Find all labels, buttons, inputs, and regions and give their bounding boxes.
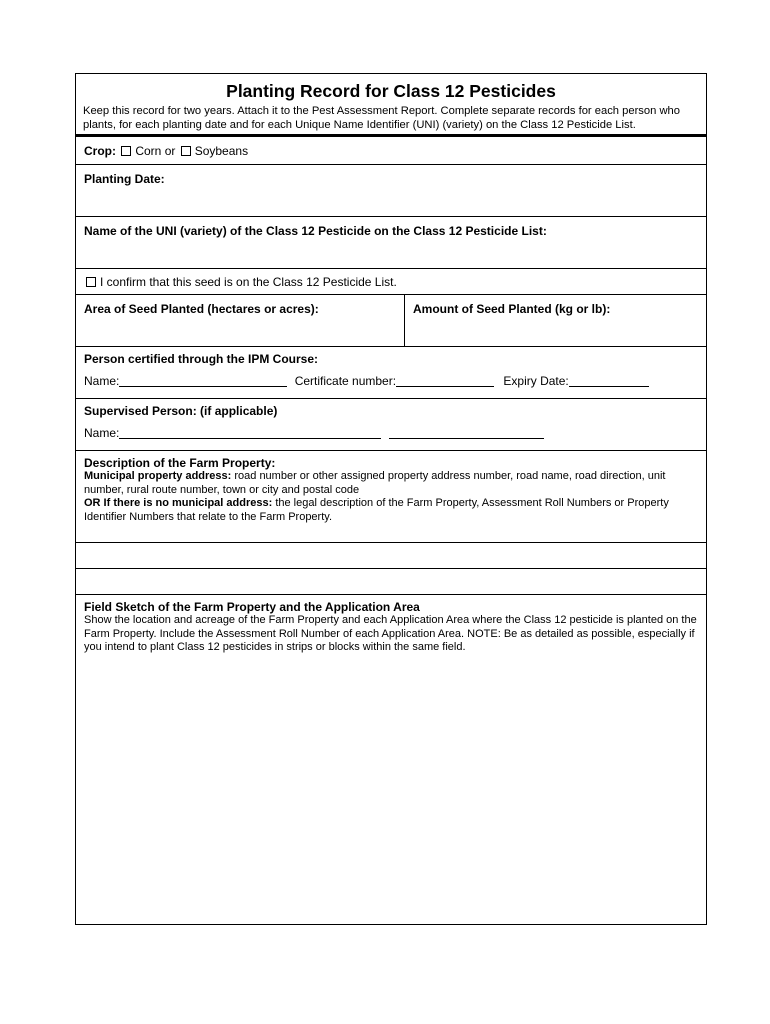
corn-option-label: Corn or bbox=[135, 144, 176, 158]
municipal-address-description: road number or other assigned property address number, road name, road direction, unit number, rural route number, town or city and postal code bbox=[84, 470, 666, 496]
expiry-date-label: Expiry Date: bbox=[503, 374, 569, 388]
corn-checkbox[interactable] bbox=[121, 146, 131, 156]
ipm-person-label: Person certified through the IPM Course: bbox=[84, 352, 319, 366]
seed-quantity-row bbox=[76, 295, 706, 347]
uni-name-label: Name of the UNI (variety) of the Class 12 Pesticide on the Class 12 Pesticide List: bbox=[84, 224, 547, 238]
field-sketch-label: Field Sketch of the Farm Property and the Application Area bbox=[84, 600, 420, 614]
ipm-name-label: Name: bbox=[84, 374, 120, 388]
supervised-name-input[interactable] bbox=[119, 426, 381, 439]
field-sketch-area[interactable] bbox=[76, 595, 706, 655]
supervised-extra-input[interactable] bbox=[389, 426, 544, 439]
amount-field[interactable] bbox=[405, 295, 706, 346]
amount-label: Amount of Seed Planted (kg or lb): bbox=[413, 302, 611, 316]
supervised-name-label: Name: bbox=[84, 426, 120, 440]
municipal-address-heading: Municipal property address: bbox=[84, 470, 232, 482]
farm-property-label: Description of the Farm Property: bbox=[84, 456, 276, 470]
legal-description-description: the legal description of the Farm Property, Assessment Roll Numbers or Property Identifier Numbers that relate to the Farm Property. bbox=[84, 497, 669, 523]
legal-description-heading: OR If there is no municipal address: bbox=[84, 497, 273, 509]
confirm-label: I confirm that this seed is on the Class 12 Pesticide List. bbox=[100, 275, 397, 289]
confirm-section bbox=[76, 269, 706, 295]
supervised-fields-row bbox=[84, 426, 698, 440]
crop-label: Crop: bbox=[84, 144, 116, 158]
supervised-person-label: Supervised Person: (if applicable) bbox=[84, 404, 278, 418]
certificate-number-input[interactable] bbox=[396, 374, 494, 387]
uni-name-field[interactable] bbox=[76, 217, 706, 269]
planting-date-label: Planting Date: bbox=[84, 172, 165, 186]
field-sketch-instructions: Show the location and acreage of the Farm Property and each Application Area where the Class 12 pesticide is planted on the Farm Property. Include the Assessment Roll Number of each Application Area. NOTE: Be as detailed as possible, especially if you intend to plant Class 12 pesticides in strips or blocks within the same field. bbox=[84, 614, 697, 653]
planting-date-field[interactable] bbox=[76, 165, 706, 217]
legal-description-text bbox=[84, 497, 698, 524]
soybeans-checkbox[interactable] bbox=[181, 146, 191, 156]
confirm-checkbox[interactable] bbox=[86, 277, 96, 287]
farm-property-section bbox=[76, 451, 706, 543]
farm-property-answer-line-2[interactable] bbox=[76, 569, 706, 595]
area-label: Area of Seed Planted (hectares or acres): bbox=[84, 302, 319, 316]
ipm-fields-row bbox=[84, 374, 698, 388]
expiry-date-input[interactable] bbox=[569, 374, 649, 387]
planting-record-form bbox=[75, 73, 707, 925]
area-field[interactable] bbox=[76, 295, 405, 346]
crop-section bbox=[76, 137, 706, 165]
farm-property-answer-line-1[interactable] bbox=[76, 543, 706, 569]
ipm-name-input[interactable] bbox=[119, 374, 287, 387]
municipal-address-text bbox=[84, 470, 698, 497]
soybeans-option-label: Soybeans bbox=[194, 144, 249, 158]
supervised-person-section bbox=[76, 399, 706, 451]
form-title: Planting Record for Class 12 Pesticides bbox=[226, 81, 556, 101]
form-instructions: Keep this record for two years. Attach it to the Pest Assessment Report. Complete separate records for each person who plants, for each planting date and for each Unique Name Identifier (UNI) (variety) on the Class 12 Pesticide List. bbox=[83, 105, 680, 131]
ipm-person-section bbox=[76, 347, 706, 399]
certificate-number-label: Certificate number: bbox=[294, 374, 397, 388]
